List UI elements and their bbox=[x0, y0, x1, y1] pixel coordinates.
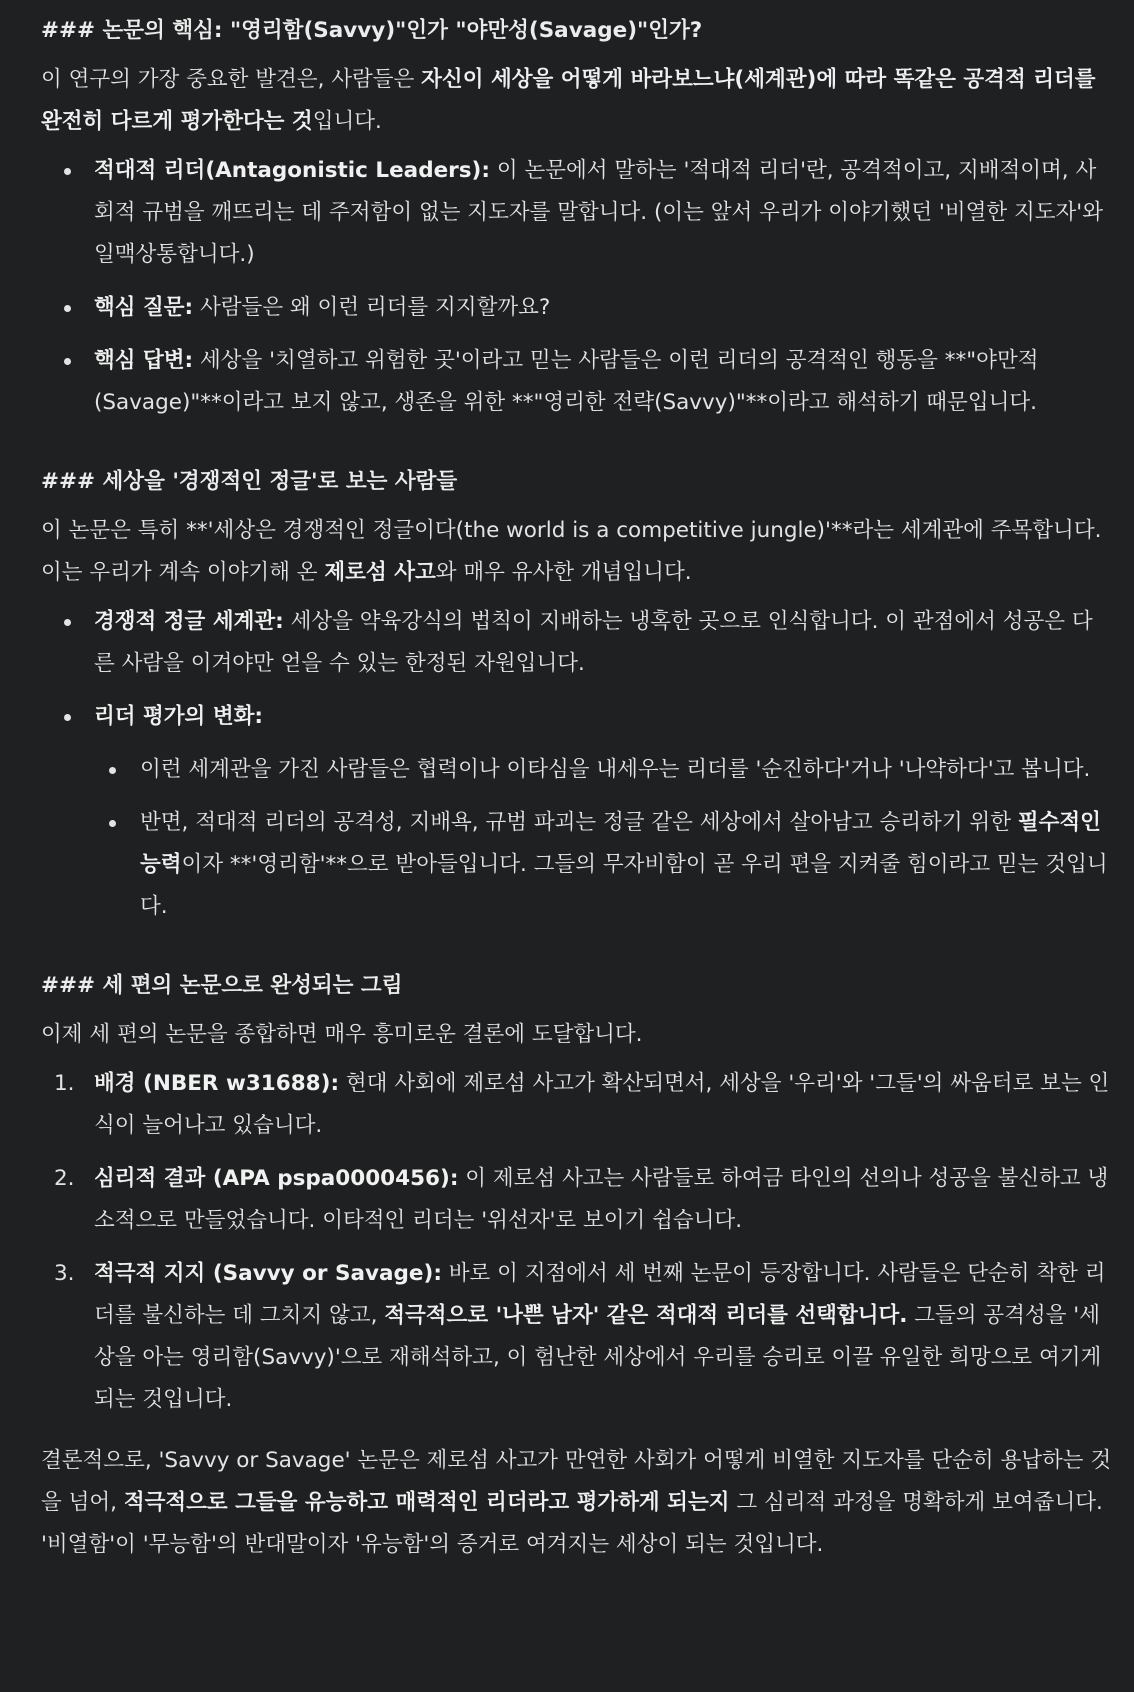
list-item bbox=[41, 287, 1112, 329]
item-number: 3. bbox=[54, 1261, 75, 1286]
list-item bbox=[41, 150, 1112, 276]
section-heading: ### 세 편의 논문으로 완성되는 그림 bbox=[41, 973, 403, 998]
section-heading: ### 논문의 핵심: "영리함(Savvy)"인가 "야만성(Savage)"인가? bbox=[41, 18, 703, 43]
item-bold: 필수적인 능력 bbox=[140, 810, 1101, 877]
numbered-list bbox=[41, 1063, 1112, 1421]
list-item bbox=[41, 696, 1112, 738]
item-label: 경쟁적 정글 세계관: bbox=[94, 609, 284, 634]
intro-text: 이 연구의 가장 중요한 발견은, 사람들은 bbox=[41, 67, 422, 92]
item-text: 세상을 '치열하고 위험한 곳'이라고 믿는 사람들은 이런 리더의 공격적인 행동을 **"야만적(Savage)"**이라고 보지 않고, 생존을 위한 **"영리한 전략(Savvy)"**이라고 해석하기 때문입니다. bbox=[94, 348, 1039, 415]
item-text: 반면, 적대적 리더의 공격성, 지배욕, 규범 파괴는 정글 같은 세상에서 살아남고 승리하기 위한 bbox=[140, 810, 1018, 835]
section-intro: 이제 세 편의 논문을 종합하면 매우 흥미로운 결론에 도달합니다. bbox=[41, 1022, 643, 1047]
item-text-end: 이자 **'영리함'**으로 받아들입니다. 그들의 무자비함이 곧 우리 편을 지켜줄 힘이라고 믿는 것입니다. bbox=[140, 852, 1108, 919]
conclusion-bold: 적극적으로 그들을 유능하고 매력적인 리더라고 평가하게 되는지 bbox=[123, 1490, 730, 1515]
item-text: 현대 사회에 제로섬 사고가 확산되면서, 세상을 '우리'와 '그들'의 싸움터로 보는 인식이 늘어나고 있습니다. bbox=[94, 1071, 1110, 1138]
item-number: 1. bbox=[54, 1071, 75, 1096]
list-item bbox=[41, 1063, 1112, 1147]
item-number: 2. bbox=[54, 1166, 75, 1191]
intro-text-end: 와 매우 유사한 개념입니다. bbox=[435, 560, 692, 585]
item-label: 심리적 결과 (APA pspa0000456): bbox=[94, 1166, 459, 1191]
conclusion-paragraph bbox=[41, 1440, 1112, 1566]
intro-text-end: 입니다. bbox=[312, 109, 382, 134]
conclusion-text: 결론적으로, 'Savvy or Savage' 논문은 제로섬 사고가 만연한 사회가 어떻게 비열한 지도자를 단순히 용납하는 것을 넘어, bbox=[41, 1448, 1112, 1515]
item-text: 사람들은 왜 이런 리더를 지지할까요? bbox=[193, 295, 551, 320]
item-text: 이 제로섬 사고는 사람들로 하여금 타인의 선의나 성공을 불신하고 냉소적으로 만들었습니다. 이타적인 리더는 '위선자'로 보이기 쉽습니다. bbox=[94, 1166, 1109, 1233]
bullet-list bbox=[41, 150, 1112, 424]
list-item bbox=[41, 1158, 1112, 1242]
intro-bold: 제로섬 사고 bbox=[324, 560, 436, 585]
item-label: 리더 평가의 변화: bbox=[94, 704, 263, 729]
intro-text: 이 논문은 특히 **'세상은 경쟁적인 정글이다(the world is a competitive jungle)'**라는 세계관에 주목합니다. 이는 우리가 계속 이야기해 온 bbox=[41, 518, 1102, 585]
item-text: 세상을 약육강식의 법칙이 지배하는 냉혹한 곳으로 인식합니다. 이 관점에서 성공은 다른 사람을 이겨야만 얻을 수 있는 한정된 자원입니다. bbox=[94, 609, 1093, 676]
item-text: 이 논문에서 말하는 '적대적 리더'란, 공격적이고, 지배적이며, 사회적 규범을 깨뜨리는 데 주저함이 없는 지도자를 말합니다. (이는 앞서 우리가 이야기했던 '비열한 지도자'와 일맥상통합니다.) bbox=[94, 158, 1103, 267]
section-intro bbox=[41, 59, 1112, 143]
conclusion-text-end: 그 심리적 과정을 명확하게 보여줍니다. '비열함'이 '무능함'의 반대말이자 '유능함'의 증거로 여겨지는 세상이 되는 것입니다. bbox=[41, 1490, 1103, 1557]
item-label: 핵심 질문: bbox=[94, 295, 194, 320]
item-label: 적대적 리더(Antagonistic Leaders): bbox=[94, 158, 490, 183]
list-item bbox=[41, 601, 1112, 685]
item-label: 배경 (NBER w31688): bbox=[94, 1071, 340, 1096]
list-item bbox=[41, 1253, 1112, 1421]
item-bold: 적극적으로 '나쁜 남자' 같은 적대적 리더를 선택합니다. bbox=[384, 1303, 908, 1328]
section-intro bbox=[41, 510, 1112, 594]
intro-bold: 자신이 세상을 어떻게 바라보느냐(세계관)에 따라 똑같은 공격적 리더를 완전히 다르게 평가한다는 것 bbox=[41, 67, 1096, 134]
item-text-end: 그들의 공격성을 '세상을 아는 영리함(Savvy)'으로 재해석하고, 이 험난한 세상에서 우리를 승리로 이끌 유일한 희망으로 여기게 되는 것입니다. bbox=[94, 1303, 1102, 1412]
sub-list-item bbox=[41, 802, 1112, 928]
list-item bbox=[41, 340, 1112, 424]
sub-list-item bbox=[41, 749, 1112, 791]
item-label: 핵심 답변: bbox=[94, 348, 194, 373]
item-text: 바로 이 지점에서 세 번째 논문이 등장합니다. 사람들은 단순히 착한 리더를 불신하는 데 그치지 않고, bbox=[94, 1261, 1106, 1328]
item-text: 이런 세계관을 가진 사람들은 협력이나 이타심을 내세우는 리더를 '순진하다'거나 '나약하다'고 봅니다. bbox=[140, 757, 1091, 782]
bullet-list bbox=[41, 601, 1112, 928]
item-label: 적극적 지지 (Savvy or Savage): bbox=[94, 1261, 442, 1286]
section-heading: ### 세상을 '경쟁적인 정글'로 보는 사람들 bbox=[41, 469, 458, 494]
